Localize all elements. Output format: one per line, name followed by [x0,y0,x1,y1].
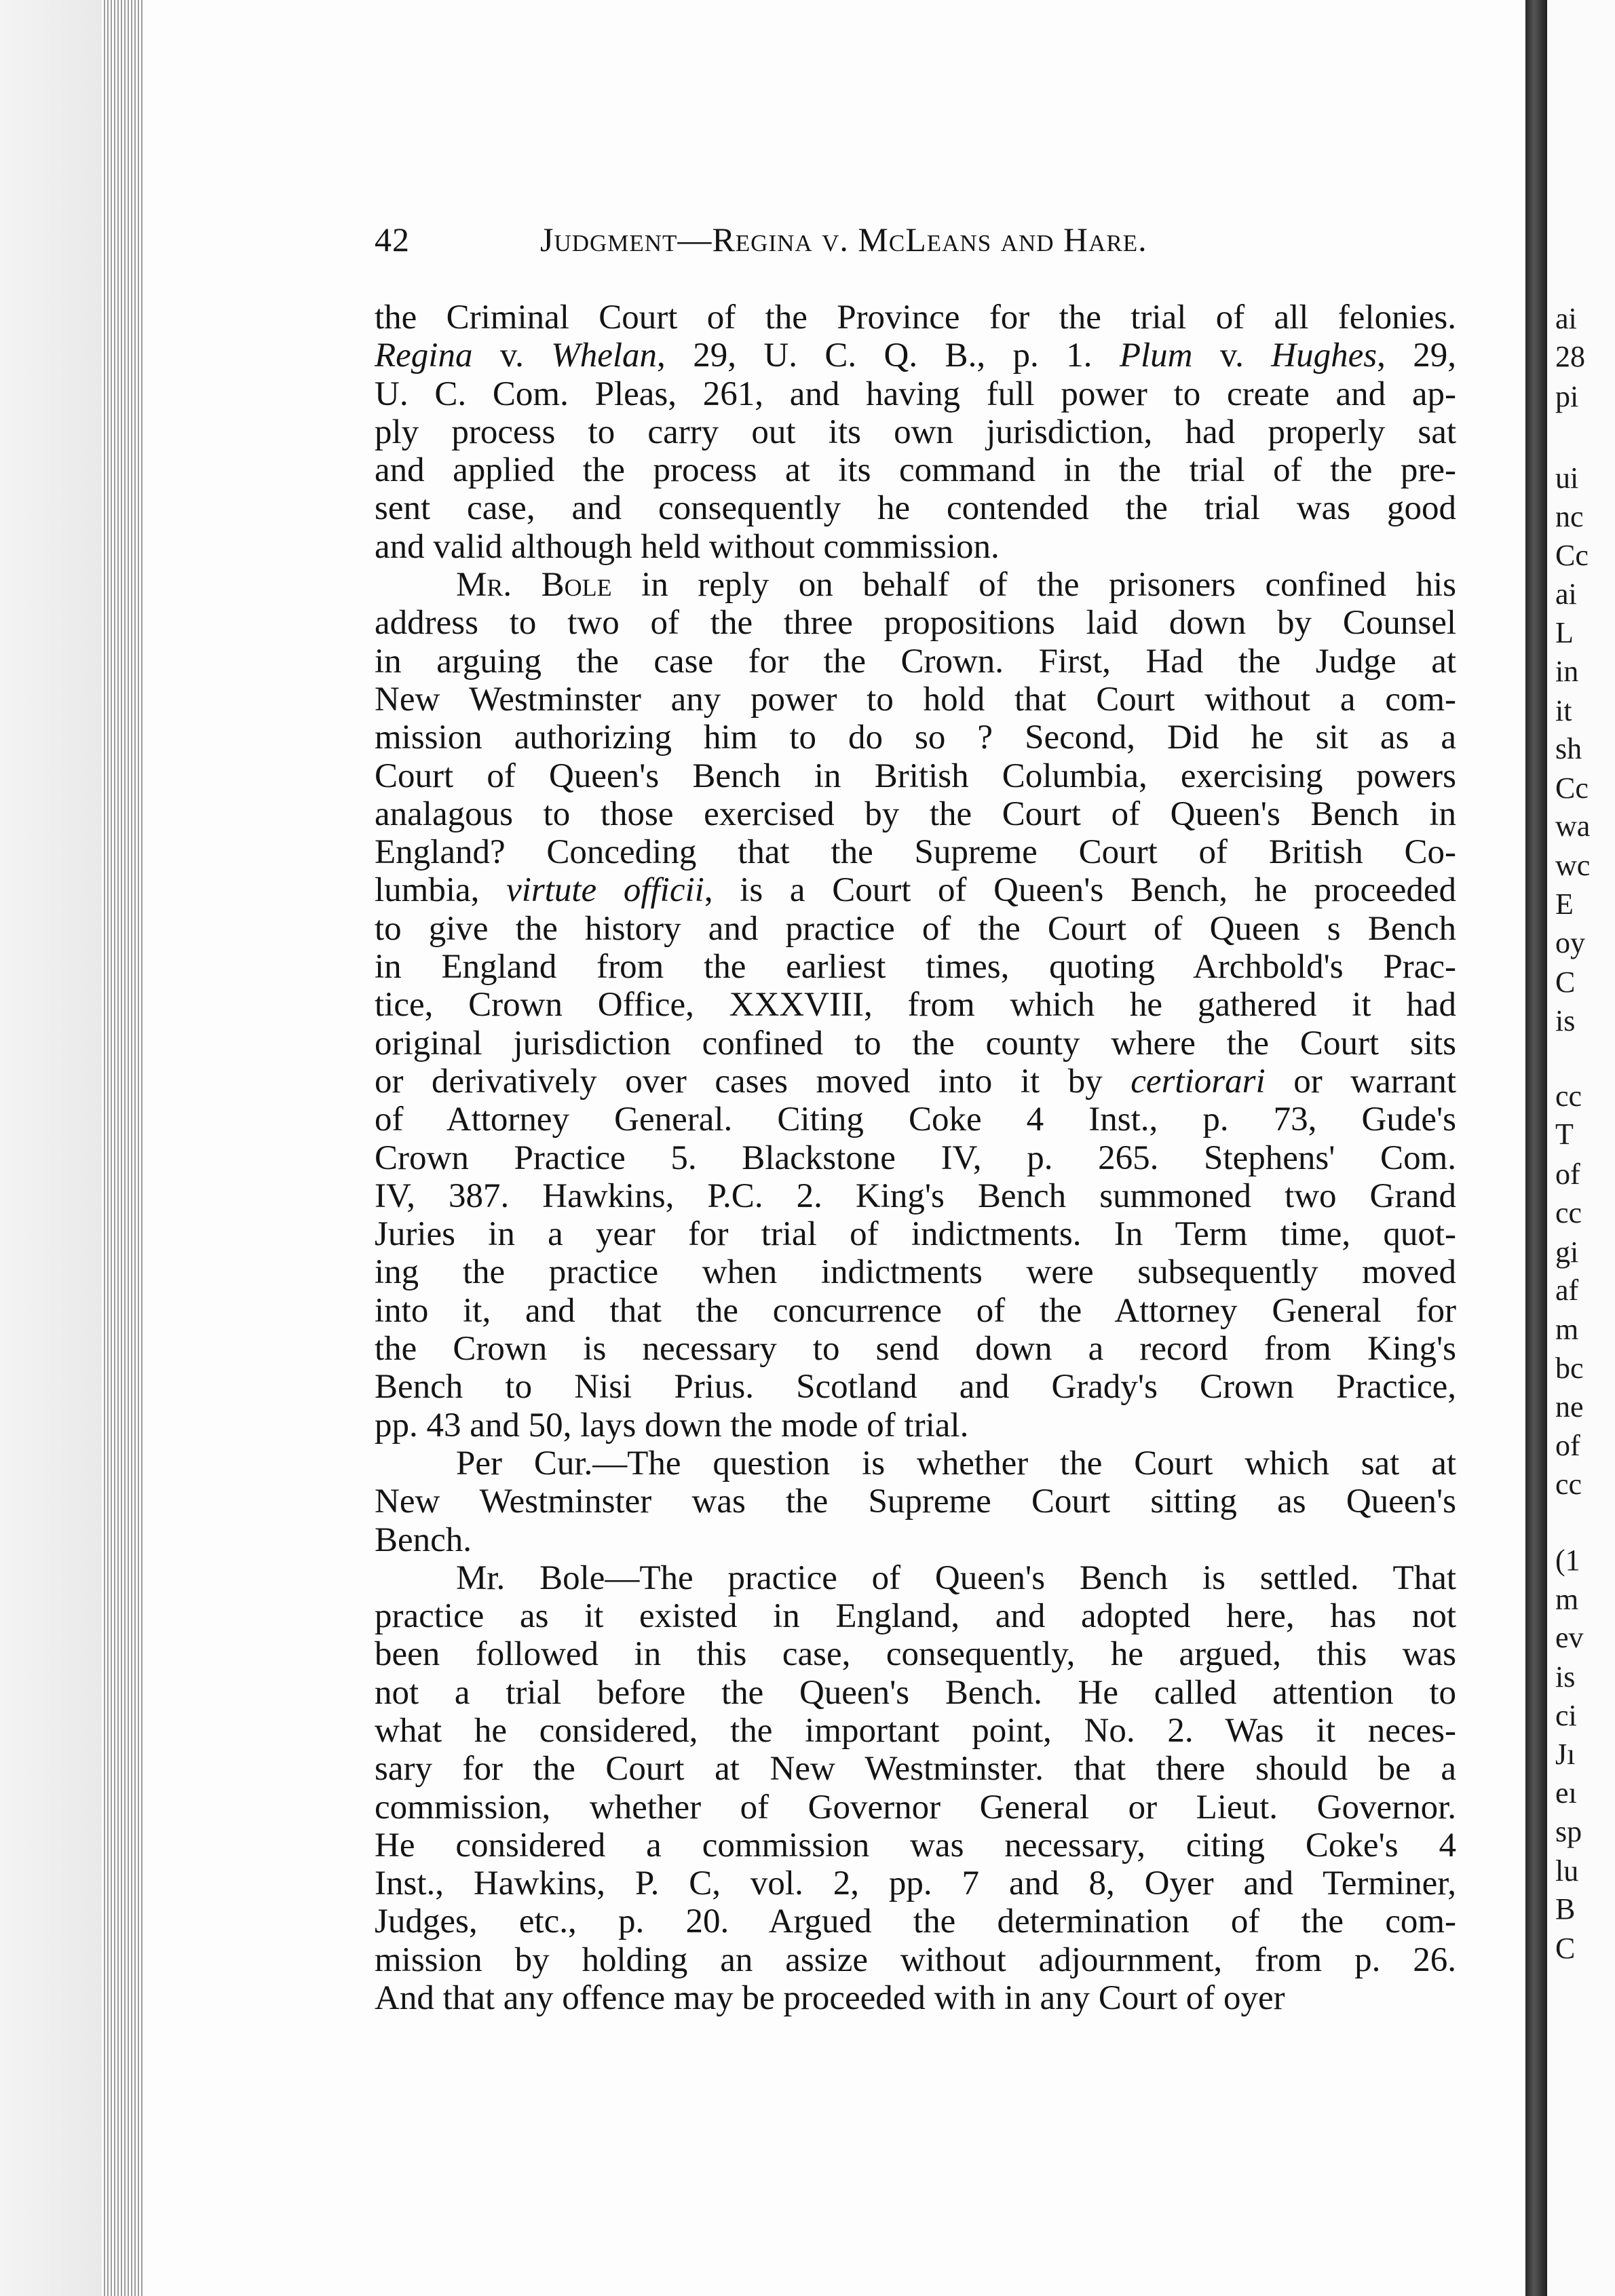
facing-page-fragment: m [1555,1313,1579,1346]
text-line [375,413,1456,451]
text-line [375,1712,1456,1750]
text-segment: to give the history and practice of the Court of Queen s Bench [375,909,1456,948]
text-segment: address to two of the three propositions laid down by Counsel [375,604,1456,643]
text-segment: analagous to those exercised by the Court of Queen's Bench in [375,795,1456,833]
facing-page-fragment: T [1555,1117,1574,1151]
text-line [375,1597,1456,1635]
book-binding-shadow [0,0,102,2296]
text-line [375,757,1456,795]
text-segment: original jurisdiction confined to the county where the Court sits [375,1024,1456,1063]
text-segment: virtute officii [506,871,704,910]
text-line [375,1292,1456,1330]
text-line [375,1330,1456,1368]
facing-page-fragment: ci [1555,1699,1577,1732]
text-segment: , 29, U. C. Q. B., p. 1. [657,337,1120,375]
text-line [375,1788,1456,1826]
facing-page-fragment: C [1555,1932,1576,1965]
facing-page-fragment: eı [1555,1776,1577,1810]
text-segment: ing the practice when indictments were subsequently moved [375,1253,1456,1292]
text-segment: Bench. [375,1520,472,1559]
facing-page-fragment: nc [1555,500,1584,533]
text-segment: Inst., Hawkins, P. C, vol. 2, pp. 7 and 8, Oyer and Terminer, [375,1864,1456,1903]
facing-page-fragment: af [1555,1274,1579,1307]
facing-page-fragment: ev [1555,1621,1584,1654]
facing-page-fragment: ai [1555,577,1577,611]
text-line [375,1101,1456,1139]
text-segment: U. C. Com. Pleas, 261, and having full power to create and ap- [375,375,1456,413]
facing-page-fragment: cc [1555,1468,1582,1501]
text-line [375,299,1456,337]
text-line [375,1215,1456,1253]
text-segment: Whelan [551,337,658,375]
text-line [375,681,1456,719]
facing-page-fragment: wa [1555,809,1591,843]
text-segment: Hughes [1271,337,1378,375]
text-line [375,910,1456,948]
text-segment: He considered a commission was necessary, citing Coke's 4 [375,1826,1456,1864]
facing-page-fragment: wc [1555,849,1591,882]
text-segment: commission, whether of Governor General or Lieut. Governor. [375,1788,1456,1826]
text-segment: not a trial before the Queen's Bench. He called attention to [375,1673,1456,1712]
text-segment: IV, 387. Hawkins, P.C. 2. King's Bench summoned two Grand [375,1176,1456,1215]
facing-page-fragment: C [1555,965,1576,999]
facing-page-fragment: sp [1555,1815,1582,1848]
text-segment: Crown Practice 5. Blackstone IV, p. 265. Stephens' Com. [375,1139,1456,1177]
text-line [375,1177,1456,1215]
text-line [375,1941,1456,1979]
facing-page-fragment: B [1555,1892,1576,1926]
text-segment: tice, Crown Office, XXXVIII, from which he gathered it had [375,986,1456,1025]
text-segment: into it, and that the concurrence of the Attorney General for [375,1291,1456,1330]
text-line [375,833,1456,871]
text-segment: v. [472,337,552,375]
facing-page-fragment: E [1555,887,1574,921]
book-gutter [1525,0,1547,2296]
text-segment: and valid although held without commission. [375,527,1000,566]
text-line [375,643,1456,681]
text-line [375,795,1456,833]
facing-page-fragment: ui [1555,461,1579,495]
facing-page-fragment: of [1555,1429,1580,1462]
text-segment: Court of Queen's Bench in British Columbia, exercising powers [375,757,1456,795]
text-line [375,1674,1456,1712]
text-segment: New Westminster any power to hold that Court without a com- [375,680,1456,719]
text-segment: been followed in this case, consequently, he argued, this was [375,1635,1456,1674]
text-segment: Mr. Bole [456,566,612,605]
text-segment: the Crown is necessary to send down a record from King's [375,1330,1456,1369]
text-segment: what he considered, the important point, No. 2. Was it neces- [375,1711,1456,1750]
text-line [375,719,1456,757]
text-segment: England? Conceding that the Supreme Court of British Co- [375,833,1456,872]
facing-page-edge [1547,0,1615,2296]
text-line [375,1750,1456,1788]
text-line [375,528,1456,566]
text-line [375,604,1456,642]
text-segment: Bench to Nisi Prius. Scotland and Grady's Crown Practice, [375,1368,1456,1407]
text-line [375,566,1456,604]
facing-page-fragment: is [1555,1660,1576,1694]
text-segment: sent case, and consequently he contended the trial was good [375,489,1456,528]
facing-page-fragment: bc [1555,1352,1584,1385]
text-segment: , 29, [1377,337,1456,375]
text-segment: and applied the process at its command in the trial of the pre- [375,451,1456,490]
facing-page-fragment: in [1555,655,1579,688]
text-line [375,1139,1456,1177]
text-segment: And that any offence may be proceeded with in any Court of oyer [375,1979,1285,2018]
text-segment: in arguing the case for the Crown. First, Had the Judge at [375,642,1456,681]
text-line [375,1559,1456,1597]
text-segment: of Attorney General. Citing Coke 4 Inst., p. 73, Gude's [375,1101,1456,1139]
text-segment: Per Cur.—The question is whether the Court which sat at [456,1444,1456,1482]
text-segment: certiorari [1130,1062,1266,1101]
facing-page-fragment: cc [1555,1196,1582,1229]
facing-page-fragment: is [1555,1004,1576,1037]
facing-page-fragment: oy [1555,926,1585,959]
text-segment: Regina [375,337,473,375]
running-head: Judgment—Regina v. McLeans and Hare. [540,221,1147,259]
facing-page-fragment: gi [1555,1236,1579,1269]
text-line [375,986,1456,1024]
text-segment: the Criminal Court of the Province for the trial of all felonies. [375,299,1456,337]
text-line [375,337,1456,375]
text-line [375,1635,1456,1673]
text-line [375,1063,1456,1101]
facing-page-fragment: pi [1555,380,1579,413]
text-segment: sary for the Court at New Westminster. that there should be a [375,1750,1456,1788]
facing-page-fragment: ai [1555,302,1577,335]
text-line [375,375,1456,413]
page-header [375,216,1460,263]
text-segment: New Westminster was the Supreme Court sitting as Queen's [375,1482,1456,1521]
facing-page-fragment: m [1555,1583,1579,1616]
facing-page-fragment: of [1555,1157,1580,1191]
text-segment: Judges, etc., p. 20. Argued the determination of the com- [375,1902,1456,1941]
facing-page-fragment: Cc [1555,539,1589,572]
text-segment: mission authorizing him to do so ? Second, Did he sit as a [375,719,1456,757]
facing-page-fragment: Cc [1555,771,1589,805]
text-line [375,1444,1456,1482]
text-line [375,1407,1456,1444]
facing-page-fragment: ne [1555,1390,1584,1423]
text-line [375,1521,1456,1559]
text-line [375,948,1456,986]
text-segment: Juries in a year for trial of indictments. In Term time, quot- [375,1215,1456,1254]
facing-page-fragment: (1 [1555,1544,1580,1577]
text-segment: Mr. Bole—The practice of Queen's Bench is settled. That [456,1558,1456,1597]
text-segment: in England from the earliest times, quoting Archbold's Prac- [375,948,1456,987]
text-segment: pp. 43 and 50, lays down the mode of trial. [375,1406,969,1444]
page-edges [102,0,142,2296]
facing-page-fragment: L [1555,616,1574,649]
facing-page-fragment: sh [1555,732,1582,765]
text-line [375,1902,1456,1940]
text-segment: lumbia, [375,871,507,910]
text-segment: Plum [1119,337,1193,375]
text-line [375,1482,1456,1520]
text-line [375,871,1456,909]
facing-page-fragment: 28 [1555,340,1585,373]
text-line [375,1864,1456,1902]
text-line [375,1368,1456,1406]
text-line [375,1979,1456,2017]
text-line [375,1025,1456,1063]
text-segment: or derivatively over cases moved into it by [375,1062,1131,1101]
body-text [375,299,1456,2017]
text-segment: ply process to carry out its own jurisdiction, had properly sat [375,413,1456,451]
text-segment: v. [1192,337,1272,375]
page-number: 42 [375,221,410,259]
text-segment: or warrant [1265,1062,1456,1101]
text-segment: mission by holding an assize without adjournment, from p. 26. [375,1940,1456,1979]
facing-page-fragment: cc [1555,1079,1582,1113]
text-line [375,1826,1456,1864]
facing-page-fragment: it [1555,694,1572,727]
text-line [375,1253,1456,1291]
text-line [375,451,1456,489]
facing-page-fragment: Jı [1555,1738,1576,1771]
text-segment: in reply on behalf of the prisoners confined his [611,566,1456,605]
text-line [375,489,1456,527]
text-segment: practice as it existed in England, and adopted here, has not [375,1597,1456,1636]
text-segment: , is a Court of Queen's Bench, he proceeded [704,871,1456,910]
facing-page-fragment: lu [1555,1854,1579,1888]
